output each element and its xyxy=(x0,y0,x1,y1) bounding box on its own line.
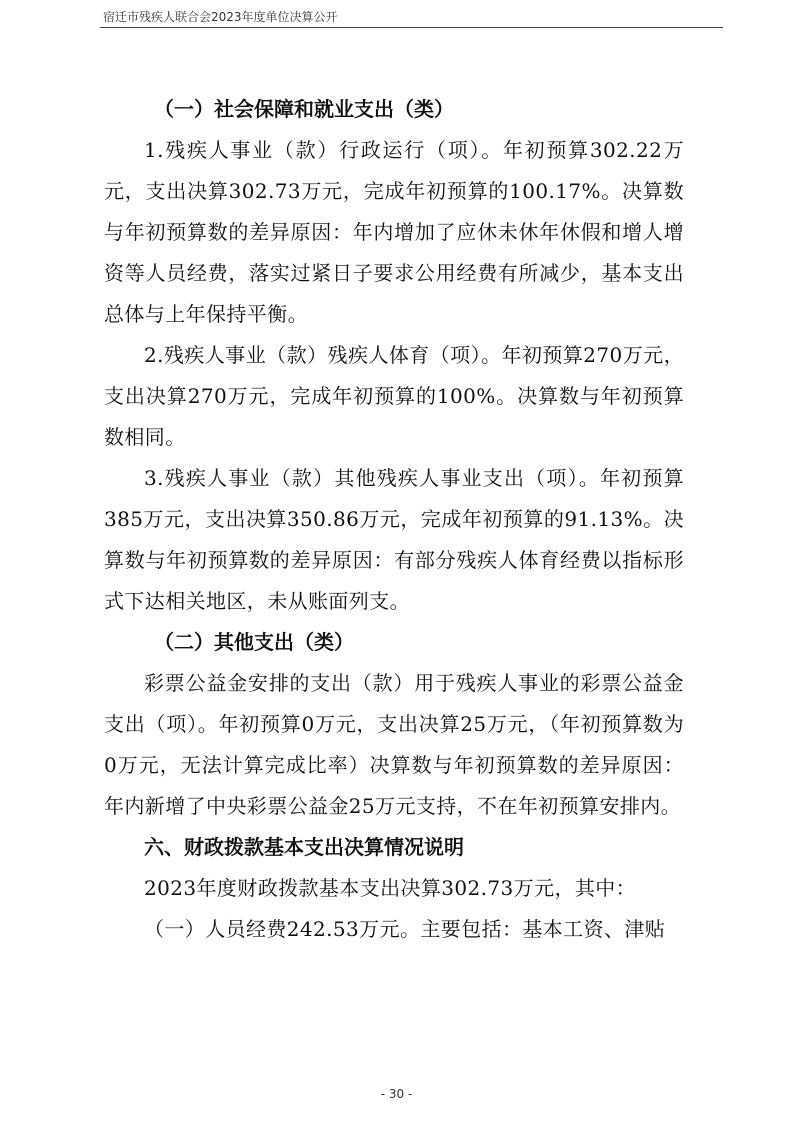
document-body xyxy=(104,89,684,950)
paragraph-lottery-fund: 彩票公益金安排的支出（款）用于残疾人事业的彩票公益金支出（项）。年初预算0万元，支出决算25万元，（年初预算数为0万元，无法计算完成比率）决算数与年初预算数的差异原因：年内新增了中央彩票公益金25万元支持，不在年初预算安排内。 xyxy=(104,671,684,818)
paragraph-disabled-sports: 2.残疾人事业（款）残疾人体育（项）。年初预算270万元，支出决算270万元，完成年初预算的100%。决算数与年初预算数相同。 xyxy=(104,343,684,449)
paragraph-administrative-operation: 1.残疾人事业（款）行政运行（项）。年初预算302.22万元，支出决算302.73万元，完成年初预算的100.17%。决算数与年初预算数的差异原因：年内增加了应休未休年休假和增人增资等人员经费，落实过紧日子要求公用经费有所减少，基本支出总体与上年保持平衡。 xyxy=(104,138,684,326)
running-header: 宿迁市残疾人联合会2023年度单位决算公开 xyxy=(103,10,338,24)
header-divider xyxy=(100,27,723,28)
section-heading-other-expenditure: （二）其他支出（类） xyxy=(154,630,354,654)
section-heading-basic-expenditure: 六、财政拨款基本支出决算情况说明 xyxy=(144,835,464,859)
page-number: - 30 - xyxy=(380,1087,413,1101)
section-heading-social-security: （一）社会保障和就业支出（类） xyxy=(154,97,454,121)
paragraph-basic-expenditure-total: 2023年度财政拨款基本支出决算302.73万元，其中： xyxy=(144,876,637,900)
paragraph-personnel-expenses: （一）人员经费242.53万元。主要包括：基本工资、津贴 xyxy=(144,917,666,941)
paragraph-other-disabled-affairs: 3.残疾人事业（款）其他残疾人事业支出（项）。年初预算385万元，支出决算350.86万元，完成年初预算的91.13%。决算数与年初预算数的差异原因：有部分残疾人体育经费以指标形式下达相关地区，未从账面列支。 xyxy=(104,466,684,613)
